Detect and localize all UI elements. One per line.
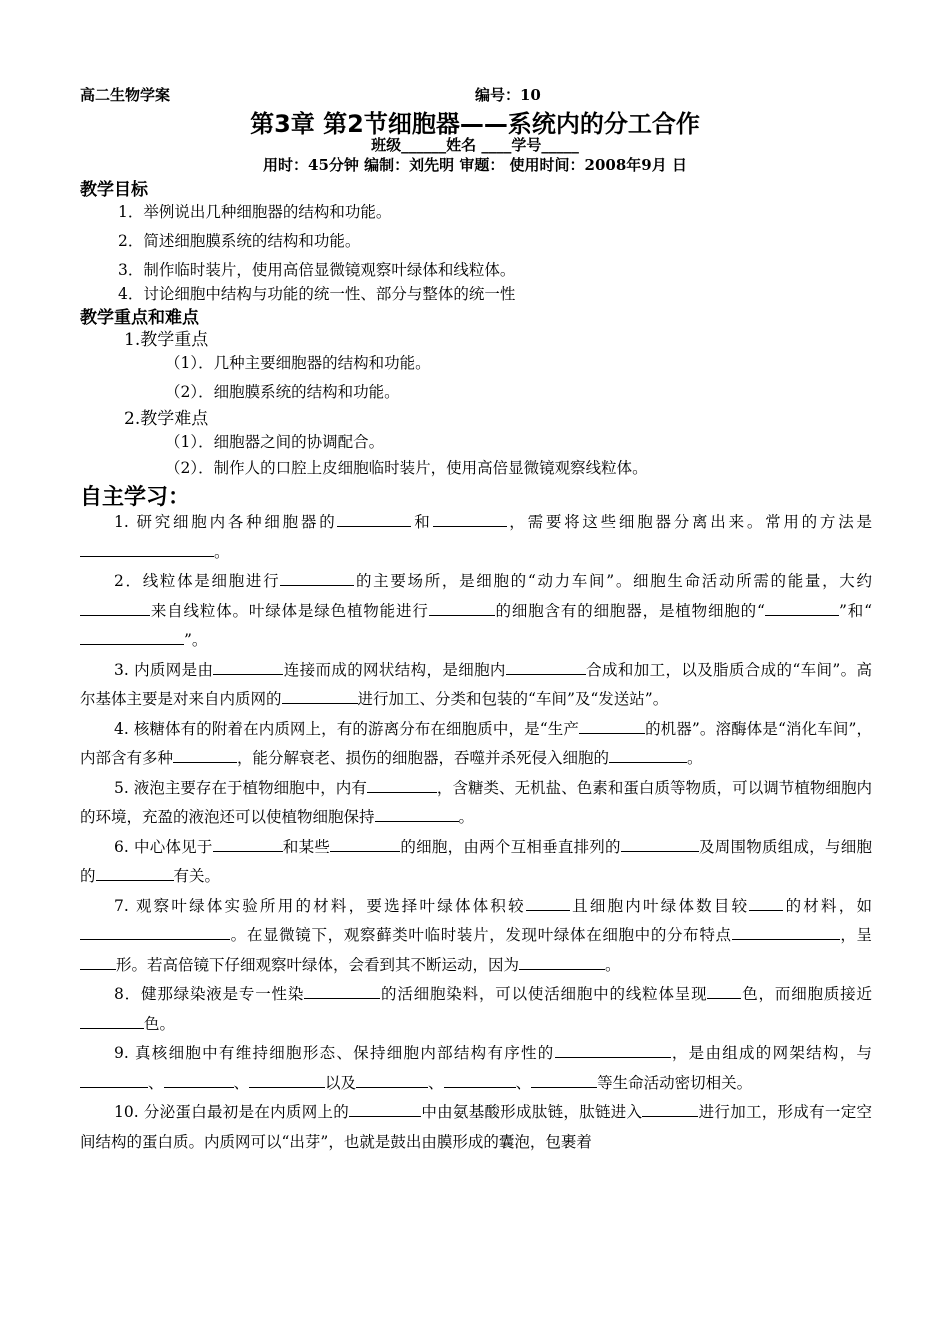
answer-blank[interactable] bbox=[249, 1070, 325, 1087]
question-text: 。在显微镜下，观察藓类叶临时装片，发现叶绿体在细胞中的分布特点 bbox=[230, 926, 732, 944]
question-text: 色，而细胞质接近 bbox=[741, 985, 872, 1003]
answer-blank[interactable] bbox=[367, 775, 437, 792]
answer-blank[interactable] bbox=[96, 864, 174, 881]
question-text: 以及 bbox=[325, 1073, 357, 1092]
answer-blank[interactable] bbox=[749, 893, 783, 910]
answer-blank[interactable] bbox=[531, 1070, 597, 1087]
question-text: 的材料，如 bbox=[783, 896, 872, 915]
answer-blank[interactable] bbox=[280, 569, 354, 586]
question-text: ，是由组成的网架结构，与 bbox=[670, 1044, 872, 1062]
answer-blank[interactable] bbox=[80, 923, 230, 940]
question-text: 10. 分泌蛋白最初是在内质网上的 bbox=[114, 1103, 350, 1121]
question-text: 的细胞含有的细胞器，是植物细胞的“ bbox=[494, 601, 765, 620]
header-subject: 高二生物学案 bbox=[80, 86, 171, 104]
question-text: 1. 研究细胞内各种细胞器的 bbox=[114, 513, 338, 531]
answer-blank[interactable] bbox=[519, 952, 605, 969]
question-text: 。 bbox=[687, 749, 703, 767]
answer-blank[interactable] bbox=[707, 982, 741, 999]
question-text: 、 bbox=[148, 1073, 164, 1092]
focus-title: 1.教学重点 bbox=[124, 330, 209, 350]
header-number: 编号：10 bbox=[475, 86, 541, 104]
answer-blank[interactable] bbox=[80, 952, 116, 969]
answer-blank[interactable] bbox=[579, 716, 645, 733]
answer-blank[interactable] bbox=[526, 893, 570, 910]
difficulty-item: （1）．细胞器之间的协调配合。 bbox=[165, 433, 385, 451]
answer-blank[interactable] bbox=[80, 628, 184, 645]
answer-blank[interactable] bbox=[555, 1041, 671, 1058]
question-text: 、 bbox=[428, 1073, 444, 1092]
question-text: 和 bbox=[411, 513, 433, 531]
answer-blank[interactable] bbox=[375, 805, 459, 822]
question-6 bbox=[80, 833, 872, 892]
meta-line: 用时：45分钟 编制：刘先明 审题： 使用时间：2008年9月 日 bbox=[263, 156, 687, 174]
question-text: 。 bbox=[214, 542, 230, 561]
goals-heading: 教学目标 bbox=[80, 180, 148, 200]
question-text: 7. 观察叶绿体实验所用的材料，要选择叶绿体体积较 bbox=[114, 896, 526, 915]
goal-item: 4．讨论细胞中结构与功能的统一性、部分与整体的统一性 bbox=[118, 285, 516, 303]
question-text: 9. 真核细胞中有维持细胞形态、保持细胞内部结构有序性的 bbox=[114, 1044, 555, 1062]
question-text: 形。若高倍镜下仔细观察叶绿体，会看到其不断运动，因为 bbox=[116, 955, 520, 974]
question-text: 、 bbox=[515, 1073, 532, 1092]
answer-blank[interactable] bbox=[609, 746, 687, 763]
difficulty-title: 2.教学难点 bbox=[124, 409, 209, 429]
answer-blank[interactable] bbox=[337, 510, 411, 527]
answer-blank[interactable] bbox=[642, 1100, 698, 1117]
goal-item: 2．简述细胞膜系统的结构和功能。 bbox=[118, 232, 361, 250]
focus-item: （1）．几种主要细胞器的结构和功能。 bbox=[165, 354, 431, 372]
question-text: 2．线粒体是细胞进行 bbox=[114, 572, 281, 590]
question-text: ，含糖类、无机盐、色素和蛋白质等物质，可以调节植物细胞内的环境，充盈的液泡还可以使植物细胞保持 bbox=[80, 778, 872, 826]
question-text: 等生命活动密切相关。 bbox=[597, 1073, 753, 1092]
question-text: 。 bbox=[458, 808, 475, 826]
self-study-heading: 自主学习： bbox=[80, 484, 191, 510]
answer-blank[interactable] bbox=[506, 657, 586, 674]
answer-blank[interactable] bbox=[164, 1070, 234, 1087]
questions bbox=[80, 508, 872, 1157]
question-text: 8．健那绿染液是专一性染 bbox=[114, 985, 305, 1003]
question-5 bbox=[80, 774, 872, 833]
question-text: 来自线粒体。叶绿体是绿色植物能进行 bbox=[150, 601, 429, 620]
focus-item: （2）．细胞膜系统的结构和功能。 bbox=[165, 383, 400, 401]
answer-blank[interactable] bbox=[304, 982, 380, 999]
answer-blank[interactable] bbox=[80, 598, 150, 615]
question-text: 中由氨基酸形成肽链，肽链进入 bbox=[421, 1103, 643, 1121]
answer-blank[interactable] bbox=[433, 510, 507, 527]
answer-blank[interactable] bbox=[80, 1070, 148, 1087]
question-8 bbox=[80, 980, 872, 1039]
keypoints-heading: 教学重点和难点 bbox=[80, 308, 199, 328]
answer-blank[interactable] bbox=[213, 657, 283, 674]
goal-item: 3．制作临时装片，使用高倍显微镜观察叶绿体和线粒体。 bbox=[118, 261, 516, 279]
question-text: 5. 液泡主要存在于植物细胞中，内有 bbox=[114, 778, 367, 797]
question-text: ”。 bbox=[184, 631, 208, 649]
student-info-line: 班级______姓名 ____学号_____ bbox=[371, 136, 579, 154]
question-text: ”和“ bbox=[838, 601, 872, 620]
question-text: 进行加工、分类和包装的“车间”及“发送站”。 bbox=[357, 690, 669, 708]
page-title: 第3章 第2节细胞器——系统内的分工合作 bbox=[250, 110, 700, 138]
question-1 bbox=[80, 508, 872, 567]
question-text: 、 bbox=[233, 1073, 250, 1092]
answer-blank[interactable] bbox=[765, 598, 839, 615]
question-text: 。 bbox=[605, 955, 621, 974]
answer-blank[interactable] bbox=[349, 1100, 421, 1117]
question-text: 的细胞，由两个互相垂直排列的 bbox=[400, 837, 621, 856]
question-text: 且细胞内叶绿体数目较 bbox=[569, 896, 750, 915]
question-text: 及周围物质组成，与细胞的 bbox=[80, 837, 872, 885]
question-text: 和某些 bbox=[282, 837, 331, 856]
question-text: 的活细胞染料，可以使活细胞中的线粒体呈现 bbox=[380, 985, 708, 1003]
question-3 bbox=[80, 656, 872, 715]
question-9 bbox=[80, 1039, 872, 1098]
question-text: 的主要场所，是细胞的“动力车间”。细胞生命活动所需的能量，大约 bbox=[354, 572, 872, 590]
goal-item: 1．举例说出几种细胞器的结构和功能。 bbox=[118, 203, 392, 221]
answer-blank[interactable] bbox=[429, 598, 495, 615]
difficulty-item: （2）．制作人的口腔上皮细胞临时装片，使用高倍显微镜观察线粒体。 bbox=[165, 459, 648, 477]
question-text: 连接而成的网状结构，是细胞内 bbox=[283, 660, 506, 679]
answer-blank[interactable] bbox=[330, 834, 400, 851]
question-text: ，能分解衰老、损伤的细胞器，吞噬并杀死侵入细胞的 bbox=[237, 749, 610, 767]
question-text: 的机器”。溶酶体是“消化车间”，内部含有多种 bbox=[80, 719, 872, 767]
question-text: ，呈 bbox=[839, 926, 872, 944]
question-text: 进行加工，形成有一定空间结构的蛋白质。内质网可以“出芽”，也就是鼓出由膜形成的囊泡，包裹着 bbox=[80, 1103, 872, 1151]
question-text: 6. 中心体见于 bbox=[114, 837, 213, 856]
answer-blank[interactable] bbox=[444, 1070, 516, 1087]
answer-blank[interactable] bbox=[213, 834, 283, 851]
answer-blank[interactable] bbox=[621, 834, 699, 851]
answer-blank[interactable] bbox=[356, 1070, 428, 1087]
question-text: ，需要将这些细胞器分离出来。常用的方法是 bbox=[506, 513, 872, 531]
question-10 bbox=[80, 1098, 872, 1157]
answer-blank[interactable] bbox=[732, 923, 840, 940]
question-text: 4. 核糖体有的附着在内质网上，有的游离分布在细胞质中，是“生产 bbox=[114, 719, 579, 738]
answer-blank[interactable] bbox=[80, 539, 214, 556]
answer-blank[interactable] bbox=[173, 746, 237, 763]
question-text: 色。 bbox=[144, 1014, 176, 1033]
question-7 bbox=[80, 892, 872, 981]
doc-header bbox=[80, 84, 880, 105]
question-text: 合成和加工，以及脂质合成的“车间”。高尔基体主要是对来自内质网的 bbox=[80, 660, 872, 708]
question-text: 有关。 bbox=[173, 867, 221, 885]
answer-blank[interactable] bbox=[282, 687, 358, 704]
question-4 bbox=[80, 715, 872, 774]
question-2 bbox=[80, 567, 872, 656]
question-text: 3. 内质网是由 bbox=[114, 660, 214, 679]
answer-blank[interactable] bbox=[80, 1011, 144, 1028]
